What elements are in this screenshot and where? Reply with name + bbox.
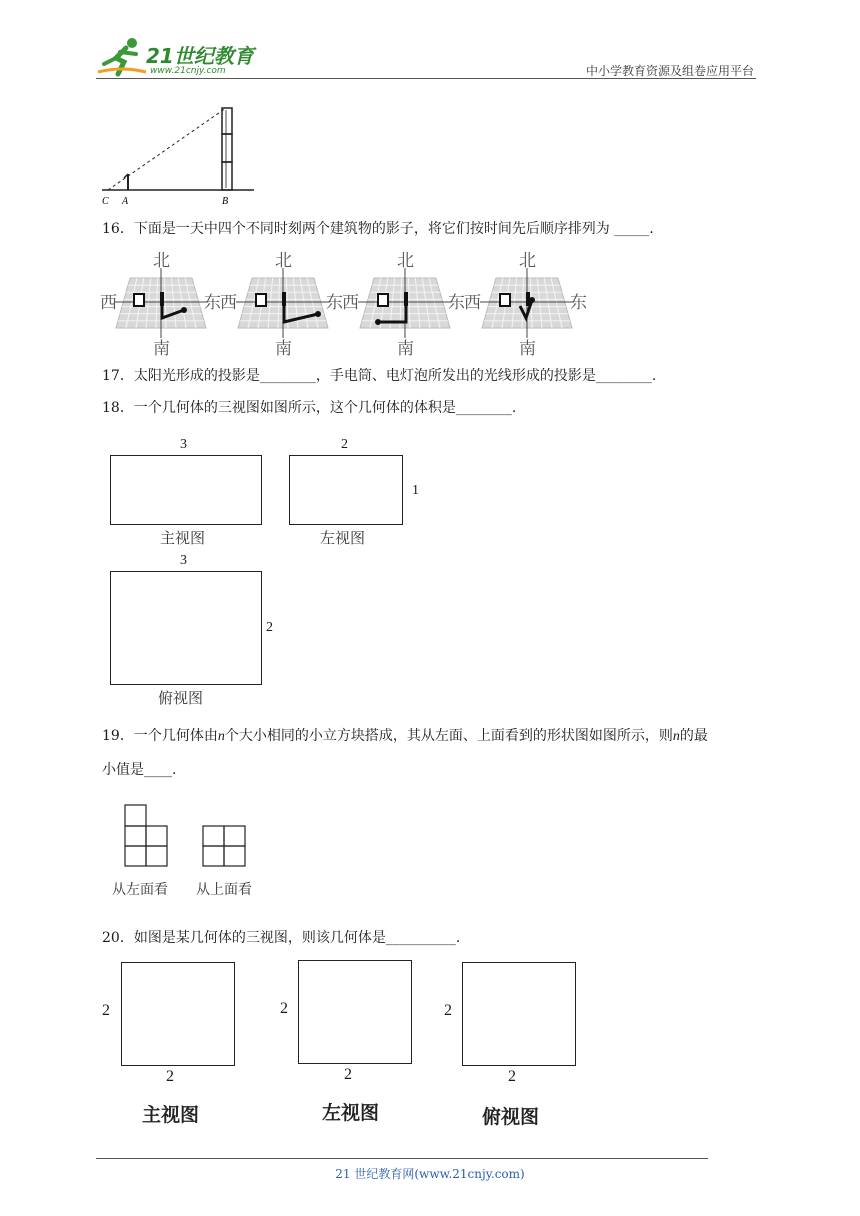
q18-text: 18．一个几何体的三视图如图所示，这个几何体的体积是________. [102, 400, 517, 416]
small-building [134, 294, 144, 306]
q19-left-view [122, 802, 170, 868]
q18-top-view [110, 571, 262, 685]
q18-top-caption: 俯视图 [158, 689, 204, 707]
north-label: 北 [519, 251, 536, 271]
small-building [500, 294, 510, 306]
q18-left-view [289, 455, 403, 525]
q16-text: 16．下面是一天中四个不同时刻两个建筑物的影子，将它们按时间先后顺序排列为 _____. [102, 221, 654, 237]
shadow-compass-panel [344, 248, 468, 358]
q19-line1: 19．一个几何体由n个大小相同的小立方块搭成，其从左面、上面看到的形状图如图所示，则n的最 [102, 728, 708, 744]
shadow-tip [529, 297, 535, 303]
west-label: 西 [100, 293, 117, 313]
q20-left-side-dim: 2 [280, 1000, 288, 1017]
logo-url: www.21cnjy.com [150, 66, 226, 76]
q20-front-view [121, 962, 235, 1066]
q20-front-caption: 主视图 [142, 1104, 200, 1126]
q20-front-bottom-dim: 2 [166, 1068, 174, 1085]
q18-top-top-dim: 3 [180, 553, 187, 568]
q18-front-top-dim: 3 [180, 437, 187, 452]
q20-top-bottom-dim: 2 [508, 1068, 516, 1085]
q19-top-caption: 从上面看 [196, 882, 252, 898]
q18-top-side-dim: 2 [266, 620, 273, 635]
south-label: 南 [519, 339, 536, 359]
q18-left-top-dim: 2 [341, 437, 348, 452]
q20-top-side-dim: 2 [444, 1002, 452, 1019]
east-label: 东 [570, 293, 587, 313]
south-label: 南 [275, 339, 292, 359]
shadow-compass-panel [222, 248, 346, 358]
south-label: 南 [397, 339, 414, 359]
q18-front-caption: 主视图 [160, 529, 206, 547]
q15-shadow-figure [98, 104, 258, 208]
east-label: 东 [326, 293, 343, 313]
logo [96, 36, 266, 80]
shadow-compass-panel [466, 248, 590, 358]
west-label: 西 [342, 293, 359, 313]
shadow-tip [181, 307, 187, 313]
header-platform-text: 中小学教育资源及组卷应用平台 [585, 64, 754, 78]
header-divider [96, 78, 756, 79]
q18-front-view [110, 455, 262, 525]
shadow-compass-panel [100, 248, 224, 358]
shadow-tip [315, 311, 321, 317]
north-label: 北 [275, 251, 292, 271]
q16-shadow-diagrams [100, 248, 590, 358]
footer-divider [96, 1158, 708, 1159]
east-label: 东 [448, 293, 465, 313]
south-label: 南 [153, 339, 170, 359]
shadow-tip [375, 319, 381, 325]
small-building [256, 294, 266, 306]
q20-top-caption: 俯视图 [482, 1106, 540, 1128]
q20-left-caption: 左视图 [322, 1102, 380, 1124]
q18-left-caption: 左视图 [320, 529, 366, 547]
q19-line2: 小值是____. [102, 762, 177, 778]
q17-text: 17．太阳光形成的投影是________，手电筒、电灯泡所发出的光线形成的投影是________. [102, 368, 657, 384]
logo-text: 21世纪教育 [146, 44, 254, 68]
q20-left-view [298, 960, 412, 1064]
runner-logo-icon [96, 36, 148, 78]
q20-left-bottom-dim: 2 [344, 1066, 352, 1083]
north-label: 北 [153, 251, 170, 271]
q20-top-view [462, 962, 576, 1066]
label-C: C [102, 196, 109, 207]
q19-left-caption: 从左面看 [112, 882, 168, 898]
q19-top-view [200, 823, 248, 869]
label-B: B [222, 196, 229, 207]
east-label: 东 [204, 293, 221, 313]
west-label: 西 [220, 293, 237, 313]
small-building [378, 294, 388, 306]
label-A: A [122, 196, 129, 207]
west-label: 西 [464, 293, 481, 313]
footer-text: 21 世纪教育网(www.21cnjy.com) [335, 1167, 525, 1181]
q18-left-side-dim: 1 [412, 483, 419, 498]
var-n: n [672, 729, 680, 744]
q20-front-side-dim: 2 [102, 1002, 110, 1019]
north-label: 北 [397, 251, 414, 271]
var-n: n [217, 729, 225, 744]
q20-text: 20．如图是某几何体的三视图，则该几何体是__________. [102, 930, 461, 946]
